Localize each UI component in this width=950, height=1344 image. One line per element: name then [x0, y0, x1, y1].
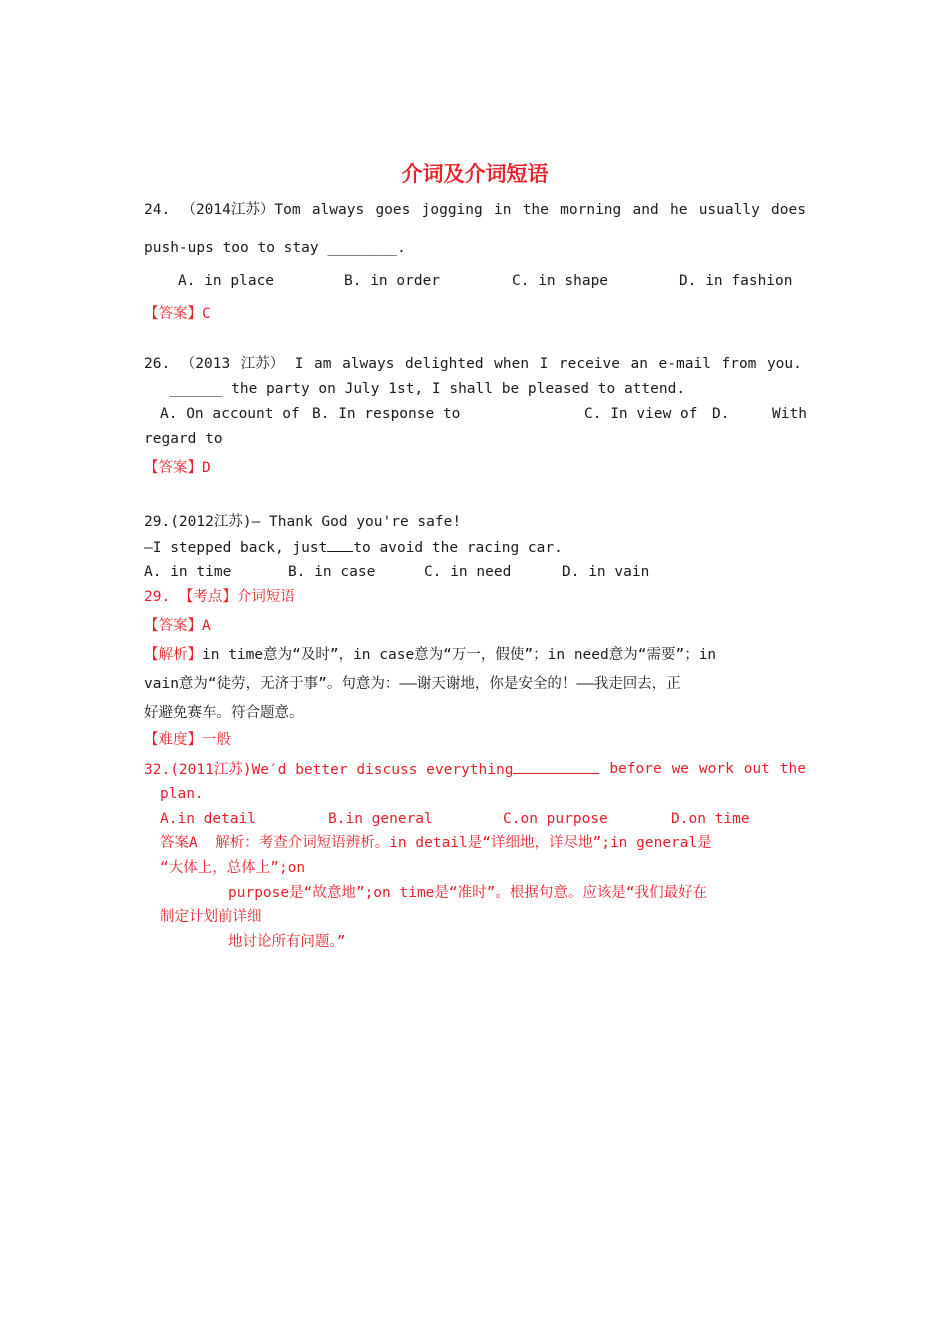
- q24-stem-line2: push-ups too to stay ________.: [144, 240, 406, 256]
- q24-option-d: D. in fashion: [679, 273, 793, 289]
- page-title: 介词及介词短语: [401, 161, 549, 186]
- answer-blank: [327, 537, 353, 552]
- q29-analysis-line2: vain意为“徒劳，无济于事”。句意为：——谢天谢地，你是安全的！——我走回去，正: [144, 676, 681, 692]
- q26-option-a: A. On account of: [160, 406, 300, 422]
- q26-stem-line2: ______ the party on July 1st, I shall be pleased to attend.: [170, 381, 686, 397]
- analysis-text: in time意为“及时”，in case意为“万一，假使”；in need意为“需要”；in: [202, 647, 717, 663]
- stem-word: always: [342, 356, 395, 372]
- stem-word: 26.: [144, 356, 171, 372]
- q26-answer: [144, 458, 211, 478]
- stem-word: goes: [375, 202, 411, 218]
- stem-word: and: [632, 202, 659, 218]
- stem-word: e-mail: [658, 356, 711, 372]
- stem-word: in: [493, 202, 512, 218]
- stem-word: 24.: [144, 202, 171, 218]
- q26-option-d: D.: [712, 406, 730, 422]
- q24-answer: [144, 304, 211, 324]
- q32-stem-line1: [144, 759, 806, 780]
- stem-word: I: [539, 356, 549, 372]
- q32-explanation-line3: purpose是“故意地”;on time是“准时”。根据句意。应该是“我们最好在: [228, 885, 708, 901]
- q32-option-c: C.on purpose: [503, 811, 608, 827]
- q32-explanation-line1: 答案A 解析：考查介词短语辨析。in detail是“详细地，详尽地”;in general是: [160, 835, 712, 851]
- q32-stem-pre: [144, 759, 599, 780]
- q26-option-b: B. In response to: [312, 406, 461, 422]
- q29-analysis-line1: [144, 645, 716, 665]
- q26-option-d-text: With: [772, 406, 807, 422]
- q24-option-c: C. in shape: [512, 273, 609, 289]
- q32-explanation-line5: 地讨论所有问题。”: [228, 934, 346, 950]
- stem-word: （2014江苏）Tom: [181, 202, 301, 218]
- stem-word: morning: [560, 202, 622, 218]
- stem-word: usually: [698, 202, 760, 218]
- q26-option-d-continued: regard to: [144, 431, 223, 447]
- answer-label: 【答案】: [144, 460, 202, 476]
- q29-stem-line1: 29.(2012江苏)— Thank God you're safe!: [144, 514, 462, 530]
- stem-word: an: [630, 356, 648, 372]
- q29-answer: [144, 616, 211, 636]
- q26-stem-line1: [144, 354, 802, 374]
- answer-value: C: [202, 306, 211, 322]
- q32-word: out: [743, 761, 770, 777]
- stem-word: 江苏）: [240, 356, 285, 372]
- q29-option-c: C. in need: [424, 564, 512, 580]
- q32-explanation-line2: “大体上，总体上”;on: [160, 860, 306, 876]
- q32-word: we: [671, 761, 690, 777]
- stem-word: （2013: [180, 356, 231, 372]
- q24-stem-line1: [144, 200, 806, 220]
- q29-option-b: B. in case: [288, 564, 376, 580]
- q24-option-b: B. in order: [344, 273, 441, 289]
- q32-word: work: [698, 761, 734, 777]
- q29-option-d: D. in vain: [562, 564, 650, 580]
- q32-stem-line2: plan.: [160, 786, 204, 802]
- q32-word: before: [609, 761, 662, 777]
- answer-value: A: [202, 618, 211, 634]
- q32-explanation-line4: 制定计划前详细: [160, 909, 262, 925]
- stem-word: always: [311, 202, 365, 218]
- stem-word: when: [494, 356, 530, 372]
- difficulty-value: 一般: [202, 732, 231, 748]
- stem-word: I: [294, 356, 304, 372]
- q26-option-c: C. In view of: [584, 406, 698, 422]
- answer-label: 【答案】: [144, 306, 202, 322]
- difficulty-label: 【难度】: [144, 732, 202, 748]
- answer-blank: [513, 759, 599, 774]
- q29-point: 29. 【考点】介词短语: [144, 589, 295, 605]
- q29-difficulty: [144, 730, 231, 750]
- stem-word: you.: [766, 356, 802, 372]
- stem-word: the: [522, 202, 549, 218]
- q29-analysis-line3: 好避免赛车。符合题意。: [144, 705, 304, 721]
- q29-option-a: A. in time: [144, 564, 232, 580]
- stem-word: jogging: [421, 202, 483, 218]
- stem-word: from: [721, 356, 757, 372]
- q32-word: the: [779, 761, 806, 777]
- answer-label: 【答案】: [144, 618, 202, 634]
- q32-stem-pre-text: 32.(2011江苏)We′d better discuss everything: [144, 762, 514, 778]
- q32-option-b: B.in general: [328, 811, 433, 827]
- stem-word: does: [771, 202, 806, 218]
- q32-option-d: D.on time: [671, 811, 750, 827]
- q29-stem-line2: [144, 537, 563, 558]
- answer-value: D: [202, 460, 211, 476]
- q29-stem-post: to avoid the racing car.: [353, 540, 563, 556]
- stem-word: am: [314, 356, 332, 372]
- q24-option-a: A. in place: [178, 273, 275, 289]
- analysis-label: 【解析】: [144, 647, 202, 663]
- q32-option-a: A.in detail: [160, 811, 257, 827]
- stem-word: receive: [558, 356, 620, 372]
- q29-stem-pre: —I stepped back, just: [144, 540, 328, 556]
- stem-word: delighted: [405, 356, 484, 372]
- stem-word: he: [669, 202, 688, 218]
